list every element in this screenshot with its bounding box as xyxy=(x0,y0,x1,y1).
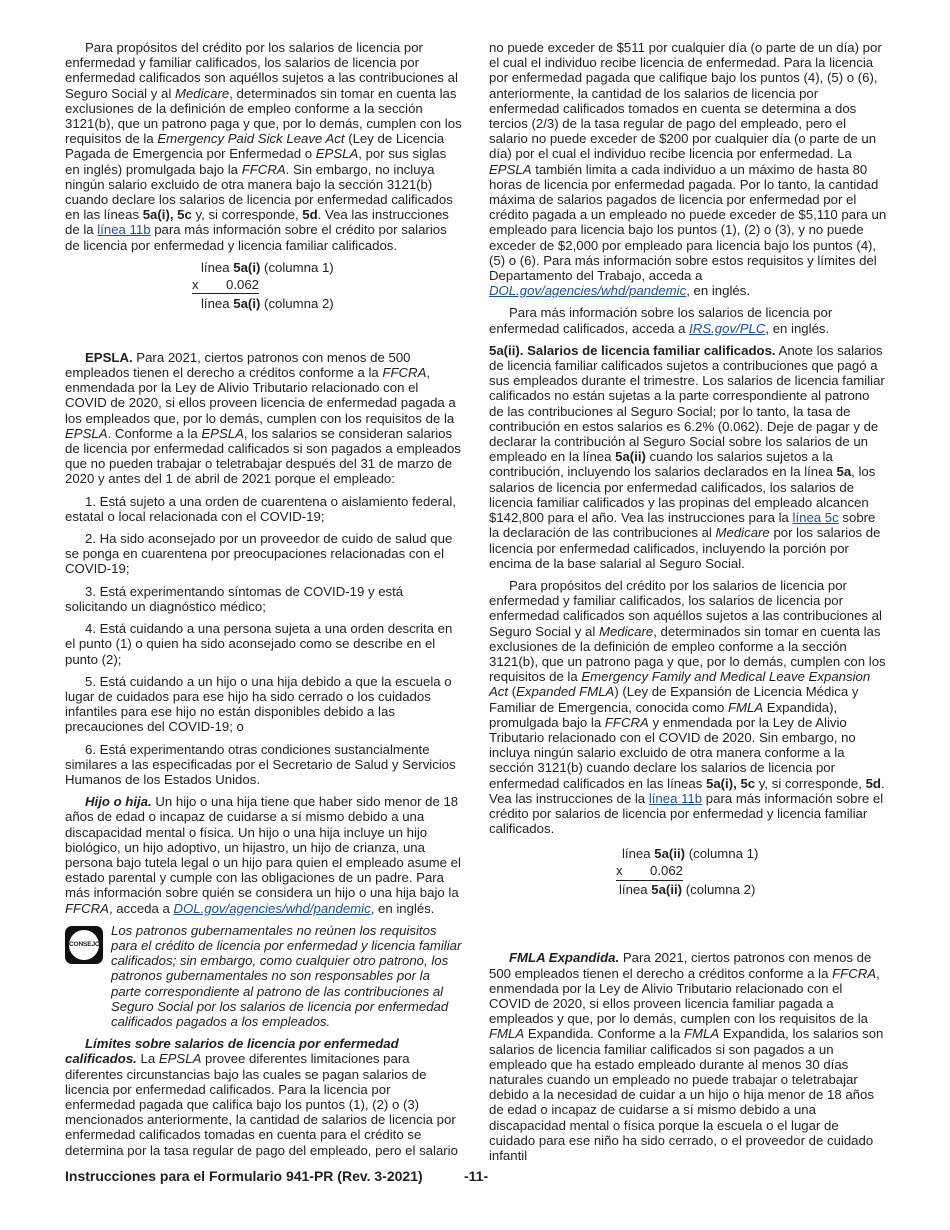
paragraph-sick-leave-wages-definition: Para propósitos del crédito por los salarios de licencia por enfermedad y familiar calificados, los salarios de licencia por enfermedad calificados son aquéllos sujetos a las contribuciones al Seguro Social y al Medicare, determinados sin tomar en cuenta las exclusiones de la definición de empleo conforme a la sección 3121(b), que un patrono paga y que, por lo demás, cumplen con los requisitos de la Emergency Paid Sick Leave Act (Ley de Licencia Pagada de Emergencia por Enfermedad o EPSLA, por sus siglas en inglés) promulgada bajo la FFCRA. Sin embargo, no incluya ningún salario excluido de otra manera bajo la sección 3121(b) cuando declare los salarios de licencia por enfermedad calificados en las líneas 5a(i), 5c y, si corresponde, 5d. Vea las instrucciones de la línea 11b para más información sobre el crédito por salarios de licencia por enfermedad y licencia familiar calificados. xyxy=(65,40,462,253)
link-line-11b-2[interactable]: línea 11b xyxy=(648,790,703,806)
page-footer xyxy=(65,1168,885,1184)
list-item: 5. Está cuidando a un hijo o una hija debido a que la escuela o lugar de cuidados para ese hijo ha sido cerrado o los cuidados infantiles para ese hijo no están disponibles debido a las precauciones del COVID-19; o xyxy=(65,673,452,735)
calculation-5a-ii xyxy=(489,846,887,900)
paragraph-5a-ii: 5a(ii). Salarios de licencia familiar calificados. Anote los salarios de licencia familiar calificados sujetos a contribuciones que pagó a sus empleados durante el trimestre. Los salarios de licencia familiar calificados no están sujetas a la parte correspondiente al patrono de las contribuciones al Seguro Social; por lo tanto, la tasa de contribución en estos salarios es 6.2% (0.062). Deje de pagar y de declarar la contribución al Seguro Social sobre los salarios de un empleado en la línea 5a(ii) cuando los salarios sujetos a la contribución, incluyendo los salarios declarados en la línea 5a, los salarios de licencia por enfermedad calificados, los salarios de licencia familiar calificados y las propinas del empleado alcancen $142,800 para el año. Vea las instrucciones para la línea 5c sobre la declaración de las contribuciones al Medicare por los salarios de licencia por enfermedad calificados, incluyendo la porción por encima de la base salarial al Seguro Social. xyxy=(489,342,885,571)
calc-multiplier: x 0.062 xyxy=(616,863,683,880)
form-title: Instrucciones para el Formulario 941-PR (Rev. 3-2021) xyxy=(65,1168,423,1184)
left-column xyxy=(65,40,463,1165)
list-item: 1. Está sujeto a una orden de cuarentena o aislamiento federal, estatal o local relacionada con el COVID-19; xyxy=(65,493,456,524)
calc-line-2: línea 5a(ii) (columna 2) xyxy=(619,882,756,898)
link-dol-pandemic-2[interactable]: DOL.gov/agencies/whd/pandemic xyxy=(489,283,687,299)
consejo-icon: CONSEJO xyxy=(65,926,103,964)
page-number: -11- xyxy=(464,1168,489,1184)
right-column xyxy=(489,40,887,1170)
paragraph-fmla-expandida: FMLA Expandida. Para 2021, ciertos patronos con menos de 500 empleados tienen el derecho a créditos conforme a la FFCRA, enmendada por la Ley de Alivio Tributario relacionado con el COVID de 2020, si ellos proveen licencia familiar pagada a empleados y que, por lo demás, cumplen con los requisitos de la FMLA Expandida. Conforme a la FMLA Expandida, los salarios son salarios de licencia familiar calificados si son pagados a un empleado que ha estado empleado durante al menos 30 días naturales cuando un empleado no puede trabajar o teletrabajar debido a la necesidad de cuidar a un hijo o hija menor de 18 años de edad o incapaz de cuidarse a sí mismo debido a una discapacidad mental o física porque la escuela o el lugar de cuidado para ese niño ha sido cerrado, o el proveedor de cuidado infantil xyxy=(489,950,884,1163)
paragraph-limites: Límites sobre salarios de licencia por enfermedad calificados. La EPSLA provee diferentes limitaciones para diferentes circunstancias bajo las cuales se pagan salarios de licencia por enfermedad calificados. Para la licencia por enfermedad pagada que califica bajo los puntos (1), (2) o (3) mencionados anteriormente, la cantidad de salarios de licencia por enfermedad calificados tomadas en cuenta para el crédito se determina por la tasa regular de pago del empleado, pero el salario xyxy=(65,1036,458,1158)
paragraph-more-info: Para más información sobre los salarios de licencia por enfermedad calificados, acceda a IRS.gov/PLC, en inglés. xyxy=(489,305,833,336)
tip-text: Los patronos gubernamentales no reúnen los requisitos para el crédito de licencia por enfermedad y licencia familiar calificados; sin embargo, como cualquier otro patrono, los patronos gubernamentales no son responsables por la parte correspondiente al patrono de las contribuciones al Seguro Social por los salarios de licencia por enfermedad calificados pagados a los empleados. xyxy=(111,922,462,1029)
tip-box xyxy=(65,923,463,1029)
link-dol-pandemic[interactable]: DOL.gov/agencies/whd/pandemic xyxy=(173,900,371,916)
link-irs-plc[interactable]: IRS.gov/PLC xyxy=(689,320,766,336)
list-item: 4. Está cuidando a una persona sujeta a una orden descrita en el punto (1) o quien ha sido aconsejado como se describe en el punto (2); xyxy=(65,621,453,667)
link-line-11b[interactable]: línea 11b xyxy=(97,222,151,238)
list-item: 2. Ha sido aconsejado por un proveedor de cuido de salud que se ponga en cuarentena por preocupaciones relacionadas con el COVID-19; xyxy=(65,531,453,577)
calc-line-1: línea 5a(ii) (columna 1) xyxy=(622,846,759,862)
list-item: 6. Está experimentando otras condiciones sustancialmente similares a las especificadas por el Secretario de Salud y Servicios Humanos de los Estados Unidos. xyxy=(65,741,456,787)
calc-line-1: línea 5a(i) (columna 1) xyxy=(201,259,334,275)
list-item: 3. Está experimentando síntomas de COVID-19 y está solicitando un diagnóstico médico; xyxy=(65,583,404,614)
paragraph-epsla: EPSLA. Para 2021, ciertos patronos con menos de 500 empleados tienen el derecho a créditos conforme a la FFCRA, enmendada por la Ley de Alivio Tributario relacionado con el COVID de 2020, si ellos proveen licencia de enfermedad pagada a los empleados que, por lo demás, cumplen con los requisitos de la EPSLA. Conforme a la EPSLA, los salarios se consideran salarios de licencia por enfermedad calificados si son pagados a empleados que no pueden trabajar o teletrabajar después del 31 de marzo de 2020 y antes del 1 de abril de 2021 porque el empleado: xyxy=(65,349,461,487)
calc-multiplier: x 0.062 xyxy=(192,277,259,294)
paragraph-hijo-o-hija: Hijo o hija. Un hijo o una hija tiene que haber sido menor de 18 años de edad o incapaz de cuidarse a sí mismo debido a una discapacidad mental o física. Un hijo o una hija incluye un hijo biológico, un hijo adoptivo, un hijastro, un hijo de crianza, una persona bajo tutela legal o un hijo para quien el empleado asume el estado parental y cumple con las obligaciones de un padre. Para más información sobre quién se considera un hijo o una hija bajo la FFCRA, acceda a DOL.gov/agencies/whd/pandemic, en inglés. xyxy=(65,794,461,916)
calculation-5a-i xyxy=(65,260,463,314)
link-line-5c[interactable]: línea 5c xyxy=(792,510,839,526)
paragraph-limits-continued: no puede exceder de $511 por cualquier día (o parte de un día) por el cual el individuo recibe licencia de enfermedad. Para la licencia por enfermedad pagada que califique bajo los puntos (4), (5) o (6), anteriormente, la cantidad de los salarios de licencia por enfermedad calificados tomados en cuenta se determina a dos tercios (2/3) de la tasa regular de pago del empleado, pero el salario no puede exceder de $200 por cualquier día (o parte de un día) por el cual el individuo recibe licencia por enfermedad. La EPSLA también limita a cada individuo a un máximo de hasta 80 horas de licencia por enfermedad pagada. Por lo tanto, la cantidad máxima de salarios pagados de licencia por enfermedad por el crédito pagada a un empleado no puede exceder de $5,110 para un empleado para licencia bajo los puntos (1), (2) o (3), y no puede exceder de $2,000 por empleado para licencia bajo los puntos (4), (5) o (6). Para más información sobre estos requisitos y límites del Departamento del Trabajo, acceda a DOL.gov/agencies/whd/pandemic, en inglés. xyxy=(489,40,887,299)
paragraph-family-leave-wages-definition: Para propósitos del crédito por los salarios de licencia por enfermedad y familiar calificados, los salarios de licencia por enfermedad calificados son aquéllos sujetos a las contribuciones al Seguro Social y al Medicare, determinados sin tomar en cuenta las exclusiones de la definición de empleo conforme a la sección 3121(b), que un patrono paga y que, por lo demás, cumplen con los requisitos de la Emergency Family and Medical Leave Expansion Act (Expanded FMLA) (Ley de Expansión de Licencia Médica y Familiar de Emergencia, conocida como FMLA Expandida), promulgada bajo la FFCRA y enmendada por la Ley de Alivio Tributario relacionado con el COVID de 2020. Sin embargo, no incluya ningún salario excluido de otra manera conforme a la sección 3121(b) cuando declare los salarios de licencia por enfermedad calificados en las líneas 5a(i), 5c y, si corresponde, 5d. Vea las instrucciones de la línea 11b para más información sobre el crédito por salarios de licencia por enfermedad y licencia familiar calificados. xyxy=(489,577,886,837)
calc-line-2: línea 5a(i) (columna 2) xyxy=(201,295,334,311)
